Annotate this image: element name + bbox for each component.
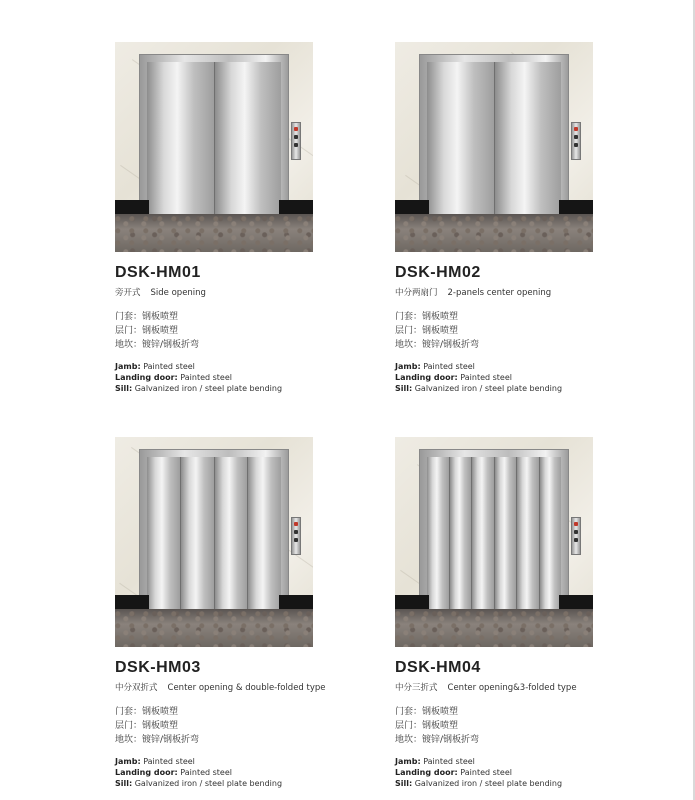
spec-en-landing-door: Landing door: Painted steel xyxy=(115,373,232,382)
spec-cn-jamb: 门套：钢板喷塑 xyxy=(395,707,459,717)
call-button-panel xyxy=(571,517,581,555)
elevator-door-photo xyxy=(395,42,593,252)
call-button-panel xyxy=(291,517,301,555)
spec-en-jamb: Jamb: Painted steel xyxy=(115,757,195,766)
specs-en xyxy=(115,361,315,394)
door-frame xyxy=(419,449,569,633)
spec-cn-jamb: 门套：钢板喷塑 xyxy=(395,312,459,322)
opening-type-en: Side opening xyxy=(150,288,206,298)
spec-cn-sill: 地坎：镀锌/钢板折弯 xyxy=(395,735,480,745)
spec-cn-jamb: 门套：钢板喷塑 xyxy=(115,312,179,322)
granite-floor xyxy=(115,214,313,252)
specs-cn xyxy=(395,705,595,747)
specs-en xyxy=(395,756,595,789)
spec-cn-jamb: 门套：钢板喷塑 xyxy=(115,707,179,717)
door-panels xyxy=(147,457,281,632)
door-leaf xyxy=(472,457,495,632)
opening-type-en: 2-panels center opening xyxy=(447,288,552,298)
door-frame xyxy=(139,449,289,633)
door-leaf xyxy=(517,457,540,632)
granite-floor xyxy=(395,609,593,647)
spec-en-landing-door: Landing door: Painted steel xyxy=(395,768,512,777)
door-panels xyxy=(147,62,281,237)
product-card xyxy=(395,42,595,394)
model-number: DSK-HM01 xyxy=(115,264,201,281)
granite-floor xyxy=(395,214,593,252)
call-button-panel xyxy=(571,122,581,160)
opening-type-cn: 旁开式 xyxy=(115,288,141,298)
model-number: DSK-HM02 xyxy=(395,264,481,281)
door-leaf xyxy=(147,457,181,632)
opening-type-cn: 中分三折式 xyxy=(395,683,438,693)
spec-en-sill: Sill: Galvanized iron / steel plate bending xyxy=(115,384,283,393)
spec-en-sill: Sill: Galvanized iron / steel plate bending xyxy=(115,779,283,788)
spec-cn-sill: 地坎：镀锌/钢板折弯 xyxy=(115,340,200,350)
spec-cn-landing-door: 层门：钢板喷塑 xyxy=(395,721,459,731)
door-frame xyxy=(139,54,289,238)
door-leaf xyxy=(147,62,215,237)
opening-type-cn: 中分双折式 xyxy=(115,683,158,693)
model-number: DSK-HM04 xyxy=(395,659,481,676)
specs-cn xyxy=(395,310,595,352)
spec-cn-sill: 地坎：镀锌/钢板折弯 xyxy=(115,735,200,745)
door-leaf xyxy=(427,62,495,237)
spec-cn-landing-door: 层门：钢板喷塑 xyxy=(115,721,179,731)
specs-en xyxy=(115,756,315,789)
opening-type-en: Center opening&3-folded type xyxy=(447,683,577,693)
spec-en-landing-door: Landing door: Painted steel xyxy=(115,768,232,777)
product-card xyxy=(115,42,315,394)
spec-cn-sill: 地坎：镀锌/钢板折弯 xyxy=(395,340,480,350)
spec-en-sill: Sill: Galvanized iron / steel plate bending xyxy=(395,384,563,393)
opening-type xyxy=(395,681,595,693)
elevator-door-photo xyxy=(115,42,313,252)
opening-type xyxy=(115,681,326,693)
opening-type-cn: 中分两扇门 xyxy=(395,288,438,298)
spec-cn-landing-door: 层门：钢板喷塑 xyxy=(395,326,459,336)
granite-floor xyxy=(115,609,313,647)
door-leaf xyxy=(450,457,473,632)
model-number: DSK-HM03 xyxy=(115,659,201,676)
door-leaf xyxy=(427,457,450,632)
elevator-door-photo xyxy=(115,437,313,647)
specs-cn xyxy=(115,310,315,352)
specs-en xyxy=(395,361,595,394)
door-leaf xyxy=(248,457,281,632)
spec-en-jamb: Jamb: Painted steel xyxy=(395,362,475,371)
door-leaf xyxy=(540,457,562,632)
product-card xyxy=(115,437,326,789)
spec-en-landing-door: Landing door: Painted steel xyxy=(395,373,512,382)
door-leaf xyxy=(495,62,562,237)
opening-type xyxy=(395,286,595,298)
door-leaf xyxy=(215,457,249,632)
product-card xyxy=(395,437,595,789)
door-panels xyxy=(427,457,561,632)
elevator-door-photo xyxy=(395,437,593,647)
door-leaf xyxy=(181,457,215,632)
call-button-panel xyxy=(291,122,301,160)
door-leaf xyxy=(215,62,282,237)
door-panels xyxy=(427,62,561,237)
opening-type-en: Center opening & double-folded type xyxy=(167,683,326,693)
spec-cn-landing-door: 层门：钢板喷塑 xyxy=(115,326,179,336)
opening-type xyxy=(115,286,315,298)
door-frame xyxy=(419,54,569,238)
spec-en-jamb: Jamb: Painted steel xyxy=(115,362,195,371)
spec-en-jamb: Jamb: Painted steel xyxy=(395,757,475,766)
spec-en-sill: Sill: Galvanized iron / steel plate bending xyxy=(395,779,563,788)
door-leaf xyxy=(495,457,518,632)
specs-cn xyxy=(115,705,315,747)
